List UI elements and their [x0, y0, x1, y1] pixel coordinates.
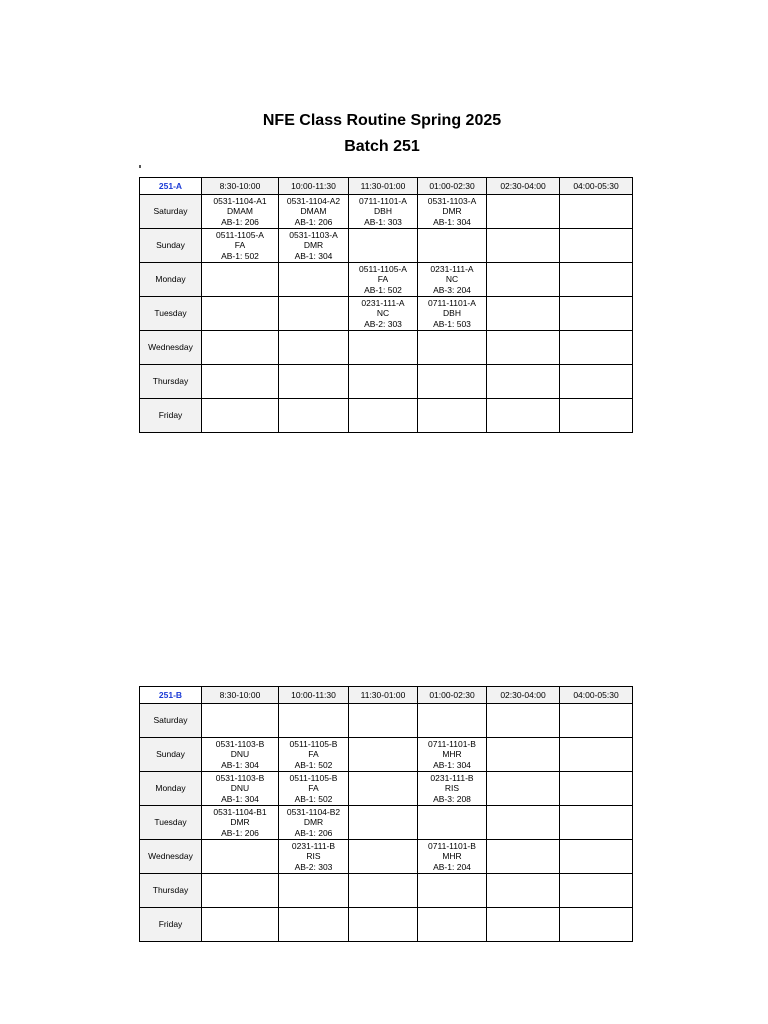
- room: AB-1: 204: [433, 861, 471, 872]
- course-code: 0711-1101-A: [428, 297, 476, 308]
- instructor-code: FA: [234, 240, 246, 251]
- empty-cell: [279, 399, 349, 433]
- time-slot-header: 8:30-10:00: [202, 687, 279, 704]
- class-cell: [279, 195, 349, 229]
- time-slot-header: 01:00-02:30: [418, 178, 487, 195]
- empty-cell: [202, 908, 279, 942]
- time-slot-header: 10:00-11:30: [279, 687, 349, 704]
- day-label: Saturday: [140, 195, 202, 229]
- time-slot-header: 11:30-01:00: [349, 687, 418, 704]
- day-label: Thursday: [140, 874, 202, 908]
- class-cell: [202, 772, 279, 806]
- empty-cell: [349, 399, 418, 433]
- instructor-code: NC: [445, 274, 459, 285]
- empty-cell: [279, 908, 349, 942]
- batch-label: 251-B: [140, 687, 202, 704]
- empty-cell: [487, 806, 560, 840]
- room: AB-1: 206: [294, 216, 333, 227]
- instructor-code: MHR: [442, 749, 462, 760]
- course-code: 0511-1105-B: [289, 772, 338, 783]
- class-cell: [349, 297, 418, 331]
- empty-cell: [487, 704, 560, 738]
- empty-cell: [202, 874, 279, 908]
- empty-cell: [560, 772, 633, 806]
- time-slot-header: 02:30-04:00: [487, 687, 560, 704]
- empty-cell: [349, 840, 418, 874]
- day-row: [140, 772, 633, 806]
- empty-cell: [487, 399, 560, 433]
- empty-cell: [418, 874, 487, 908]
- course-code: 0511-1105-B: [289, 738, 338, 749]
- header-row: [140, 178, 633, 195]
- room: AB-1: 304: [221, 793, 259, 804]
- room: AB-1: 502: [364, 284, 402, 295]
- empty-cell: [279, 874, 349, 908]
- course-code: 0531-1104-A1: [213, 195, 267, 206]
- empty-cell: [202, 399, 279, 433]
- routine-table-a: [139, 177, 633, 433]
- empty-cell: [560, 297, 633, 331]
- empty-cell: [560, 365, 633, 399]
- room: AB-1: 303: [364, 216, 402, 227]
- instructor-code: DMAM: [227, 206, 253, 217]
- day-row: [140, 297, 633, 331]
- page-subtitle: Batch 251: [344, 138, 420, 155]
- empty-cell: [487, 365, 560, 399]
- instructor-code: FA: [308, 749, 319, 760]
- empty-cell: [279, 263, 349, 297]
- day-row: [140, 806, 633, 840]
- room: AB-1: 304: [433, 216, 471, 227]
- empty-cell: [418, 806, 487, 840]
- instructor-code: FA: [308, 783, 319, 794]
- day-row: [140, 874, 633, 908]
- empty-cell: [487, 772, 560, 806]
- course-code: 0711-1101-B: [428, 738, 476, 749]
- course-code: 0231-111-A: [430, 263, 474, 274]
- course-code: 0231-111-B: [291, 840, 336, 851]
- empty-cell: [349, 738, 418, 772]
- day-row: [140, 331, 633, 365]
- room: AB-2: 303: [364, 318, 402, 329]
- course-code: 0231-111-A: [361, 297, 405, 308]
- empty-cell: [349, 806, 418, 840]
- day-label: Monday: [140, 772, 202, 806]
- empty-cell: [487, 840, 560, 874]
- day-row: [140, 195, 633, 229]
- day-label: Friday: [140, 399, 202, 433]
- empty-cell: [349, 772, 418, 806]
- empty-cell: [487, 908, 560, 942]
- empty-cell: [279, 331, 349, 365]
- day-label: Tuesday: [140, 297, 202, 331]
- course-code: 0511-1105-A: [216, 229, 264, 240]
- day-label: Sunday: [140, 738, 202, 772]
- empty-cell: [279, 704, 349, 738]
- empty-cell: [418, 365, 487, 399]
- class-cell: [279, 229, 349, 263]
- day-label: Wednesday: [140, 331, 202, 365]
- class-cell: [279, 772, 349, 806]
- time-slot-header: 8:30-10:00: [202, 178, 279, 195]
- routine-table-b: [139, 686, 633, 942]
- empty-cell: [279, 365, 349, 399]
- room: AB-1: 502: [294, 759, 333, 770]
- day-row: [140, 908, 633, 942]
- class-cell: [349, 263, 418, 297]
- empty-cell: [487, 195, 560, 229]
- instructor-code: DBH: [374, 206, 392, 217]
- empty-cell: [418, 331, 487, 365]
- day-row: [140, 399, 633, 433]
- empty-cell: [349, 365, 418, 399]
- instructor-code: DMR: [230, 817, 250, 828]
- course-code: 0511-1105-A: [359, 263, 407, 274]
- class-cell: [202, 806, 279, 840]
- empty-cell: [560, 806, 633, 840]
- header-row: [140, 687, 633, 704]
- class-cell: [279, 840, 349, 874]
- instructor-code: DMR: [442, 206, 462, 217]
- day-label: Monday: [140, 263, 202, 297]
- class-cell: [202, 229, 279, 263]
- empty-cell: [560, 738, 633, 772]
- empty-cell: [202, 704, 279, 738]
- instructor-code: DNU: [230, 783, 250, 794]
- class-cell: [279, 738, 349, 772]
- empty-cell: [560, 399, 633, 433]
- room: AB-1: 502: [294, 793, 333, 804]
- course-code: 0711-1101-A: [359, 195, 407, 206]
- course-code: 0231-111-B: [430, 772, 474, 783]
- class-cell: [349, 195, 418, 229]
- day-label: Tuesday: [140, 806, 202, 840]
- empty-cell: [560, 263, 633, 297]
- class-cell: [418, 195, 487, 229]
- empty-cell: [349, 874, 418, 908]
- instructor-code: DMAM: [300, 206, 327, 217]
- room: AB-3: 208: [433, 793, 471, 804]
- course-code: 0711-1101-B: [428, 840, 476, 851]
- empty-cell: [202, 331, 279, 365]
- class-cell: [418, 772, 487, 806]
- empty-cell: [202, 365, 279, 399]
- course-code: 0531-1103-A: [289, 229, 338, 240]
- day-row: [140, 263, 633, 297]
- time-slot-header: 02:30-04:00: [487, 178, 560, 195]
- empty-cell: [560, 229, 633, 263]
- room: AB-1: 503: [433, 318, 471, 329]
- course-code: 0531-1104-B2: [286, 806, 341, 817]
- time-slot-header: 04:00-05:30: [560, 687, 633, 704]
- time-slot-header: 01:00-02:30: [418, 687, 487, 704]
- room: AB-1: 304: [433, 759, 471, 770]
- instructor-code: DNU: [230, 749, 250, 760]
- course-code: 0531-1104-A2: [286, 195, 341, 206]
- time-slot-header: 11:30-01:00: [349, 178, 418, 195]
- empty-cell: [560, 840, 633, 874]
- instructor-code: DMR: [303, 240, 324, 251]
- empty-cell: [349, 331, 418, 365]
- time-slot-header: 04:00-05:30: [560, 178, 633, 195]
- empty-cell: [487, 263, 560, 297]
- empty-cell: [560, 874, 633, 908]
- stray-mark: [139, 165, 141, 168]
- day-row: [140, 738, 633, 772]
- day-label: Friday: [140, 908, 202, 942]
- room: AB-1: 206: [221, 216, 259, 227]
- room: AB-2: 303: [294, 861, 333, 872]
- empty-cell: [560, 195, 633, 229]
- class-cell: [418, 840, 487, 874]
- course-code: 0531-1104-B1: [213, 806, 267, 817]
- page-title: NFE Class Routine Spring 2025: [262, 112, 502, 129]
- day-label: Thursday: [140, 365, 202, 399]
- instructor-code: RIS: [306, 851, 321, 862]
- day-row: [140, 840, 633, 874]
- empty-cell: [418, 704, 487, 738]
- empty-cell: [202, 297, 279, 331]
- class-cell: [418, 263, 487, 297]
- empty-cell: [487, 229, 560, 263]
- day-row: [140, 229, 633, 263]
- course-code: 0531-1103-B: [215, 738, 265, 749]
- room: AB-1: 206: [221, 827, 259, 838]
- day-label: Saturday: [140, 704, 202, 738]
- empty-cell: [560, 331, 633, 365]
- empty-cell: [487, 874, 560, 908]
- class-cell: [202, 738, 279, 772]
- class-cell: [418, 738, 487, 772]
- empty-cell: [349, 229, 418, 263]
- empty-cell: [418, 908, 487, 942]
- instructor-code: DBH: [443, 308, 461, 319]
- room: AB-1: 304: [294, 250, 333, 261]
- instructor-code: FA: [377, 274, 389, 285]
- instructor-code: RIS: [444, 783, 460, 794]
- room: AB-1: 206: [294, 827, 333, 838]
- class-cell: [418, 297, 487, 331]
- day-label: Sunday: [140, 229, 202, 263]
- empty-cell: [202, 263, 279, 297]
- empty-cell: [349, 908, 418, 942]
- instructor-code: NC: [376, 308, 390, 319]
- day-row: [140, 704, 633, 738]
- class-cell: [202, 195, 279, 229]
- empty-cell: [418, 229, 487, 263]
- empty-cell: [487, 738, 560, 772]
- time-slot-header: 10:00-11:30: [279, 178, 349, 195]
- batch-label: 251-A: [140, 178, 202, 195]
- empty-cell: [560, 704, 633, 738]
- empty-cell: [202, 840, 279, 874]
- instructor-code: DMR: [303, 817, 324, 828]
- empty-cell: [279, 297, 349, 331]
- course-code: 0531-1103-B: [215, 772, 265, 783]
- day-label: Wednesday: [140, 840, 202, 874]
- room: AB-1: 304: [221, 759, 259, 770]
- instructor-code: MHR: [442, 851, 462, 862]
- day-row: [140, 365, 633, 399]
- class-cell: [279, 806, 349, 840]
- room: AB-3: 204: [433, 284, 471, 295]
- empty-cell: [418, 399, 487, 433]
- room: AB-1: 502: [221, 250, 259, 261]
- empty-cell: [349, 704, 418, 738]
- empty-cell: [487, 331, 560, 365]
- course-code: 0531-1103-A: [427, 195, 477, 206]
- empty-cell: [487, 297, 560, 331]
- empty-cell: [560, 908, 633, 942]
